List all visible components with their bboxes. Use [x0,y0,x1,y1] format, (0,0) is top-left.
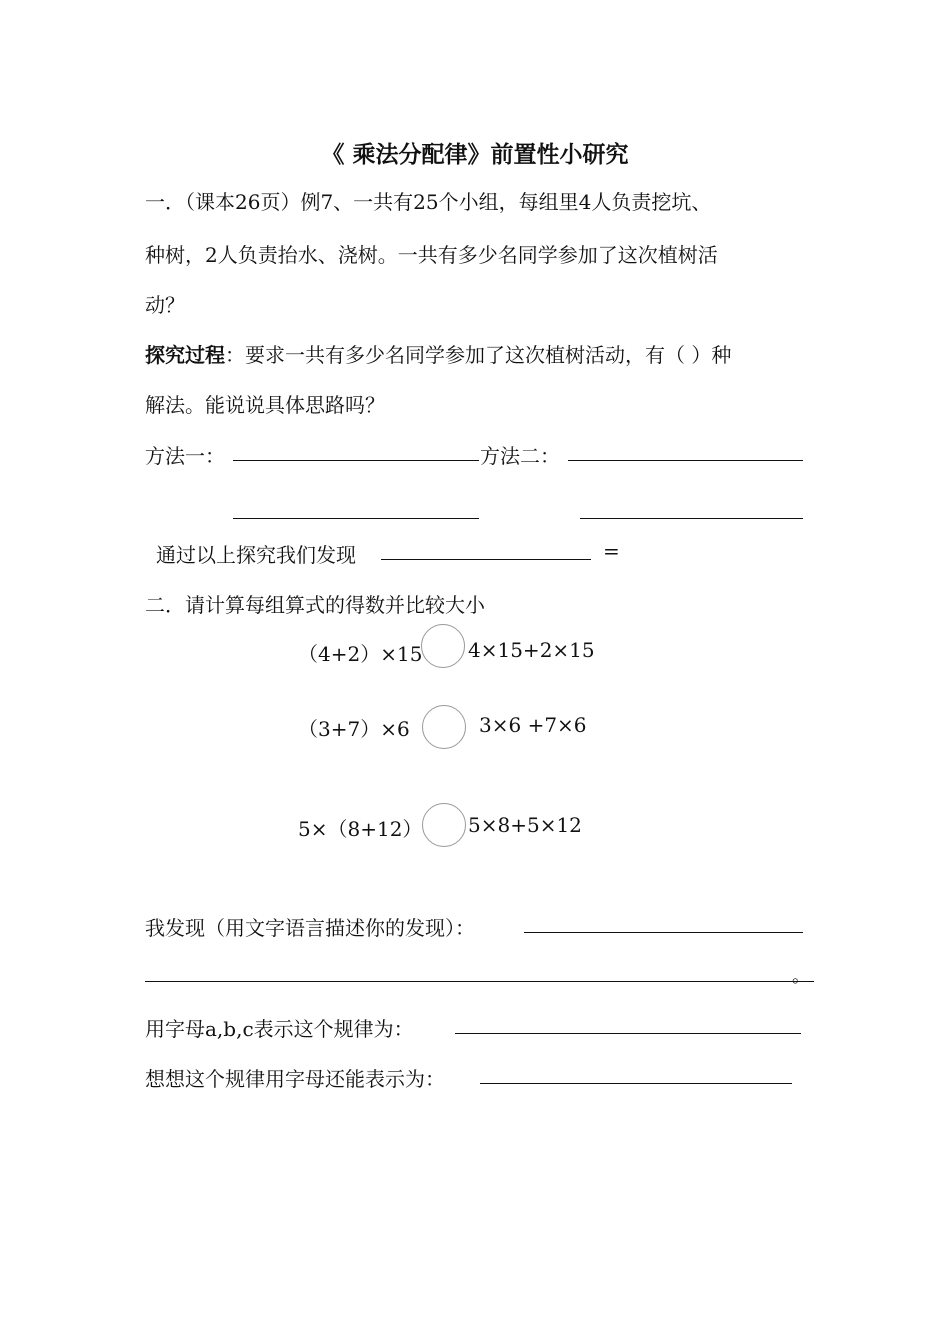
expr-left-3: 5×（8+12） [298,817,423,841]
letters-blank[interactable] [455,1033,801,1034]
method2-label: 方法二： [480,444,560,468]
expr-right-3: 5×8+5×12 [468,813,582,837]
findings-blank-2[interactable] [145,981,814,982]
findings-label: 我发现（用文字语言描述你的发现）： [145,916,475,940]
method1-blank-1[interactable] [233,460,479,461]
method1-label: 方法一： [145,444,225,468]
question-line-2: 种树，2人负责抬水、浇树。一共有多少名同学参加了这次植树活 [145,243,718,267]
findings-blank-1[interactable] [524,932,803,933]
method2-blank-2[interactable] [580,518,803,519]
findings-period: 。 [792,966,810,987]
alt-blank[interactable] [480,1083,792,1084]
compare-circle-1[interactable] [421,624,465,668]
expr-right-2: 3×6 +7×6 [479,713,587,737]
explore-text: ：要求一共有多少名同学参加了这次植树活动，有（ ）种 [225,343,732,367]
method2-blank-1[interactable] [568,460,803,461]
letters-label: 用字母a,b,c表示这个规律为： [145,1017,414,1041]
equals-sign: = [603,539,620,563]
method1-blank-2[interactable] [233,518,479,519]
explore-label: 探究过程 [145,343,225,367]
question-line-3: 动？ [145,293,185,317]
compare-circle-3[interactable] [422,803,466,847]
explore-line-2: 解法。能说说具体思路吗？ [145,393,385,417]
discover-blank[interactable] [381,559,591,560]
discover-label: 通过以上探究我们发现 [156,543,356,567]
question-line-1: 一．（课本26页）例7、一共有25个小组，每组里4人负责挖坑、 [145,190,712,214]
explore-paragraph [145,339,731,368]
compare-circle-2[interactable] [422,705,466,749]
page-title: 《 乘法分配律》前置性小研究 [321,141,629,168]
section2-heading: 二．请计算每组算式的得数并比较大小 [145,593,485,617]
expr-right-1: 4×15+2×15 [468,638,595,662]
alt-label: 想想这个规律用字母还能表示为： [145,1067,445,1091]
expr-left-1: （4+2）×15 [298,642,423,666]
expr-left-2: （3+7）×6 [298,717,410,741]
